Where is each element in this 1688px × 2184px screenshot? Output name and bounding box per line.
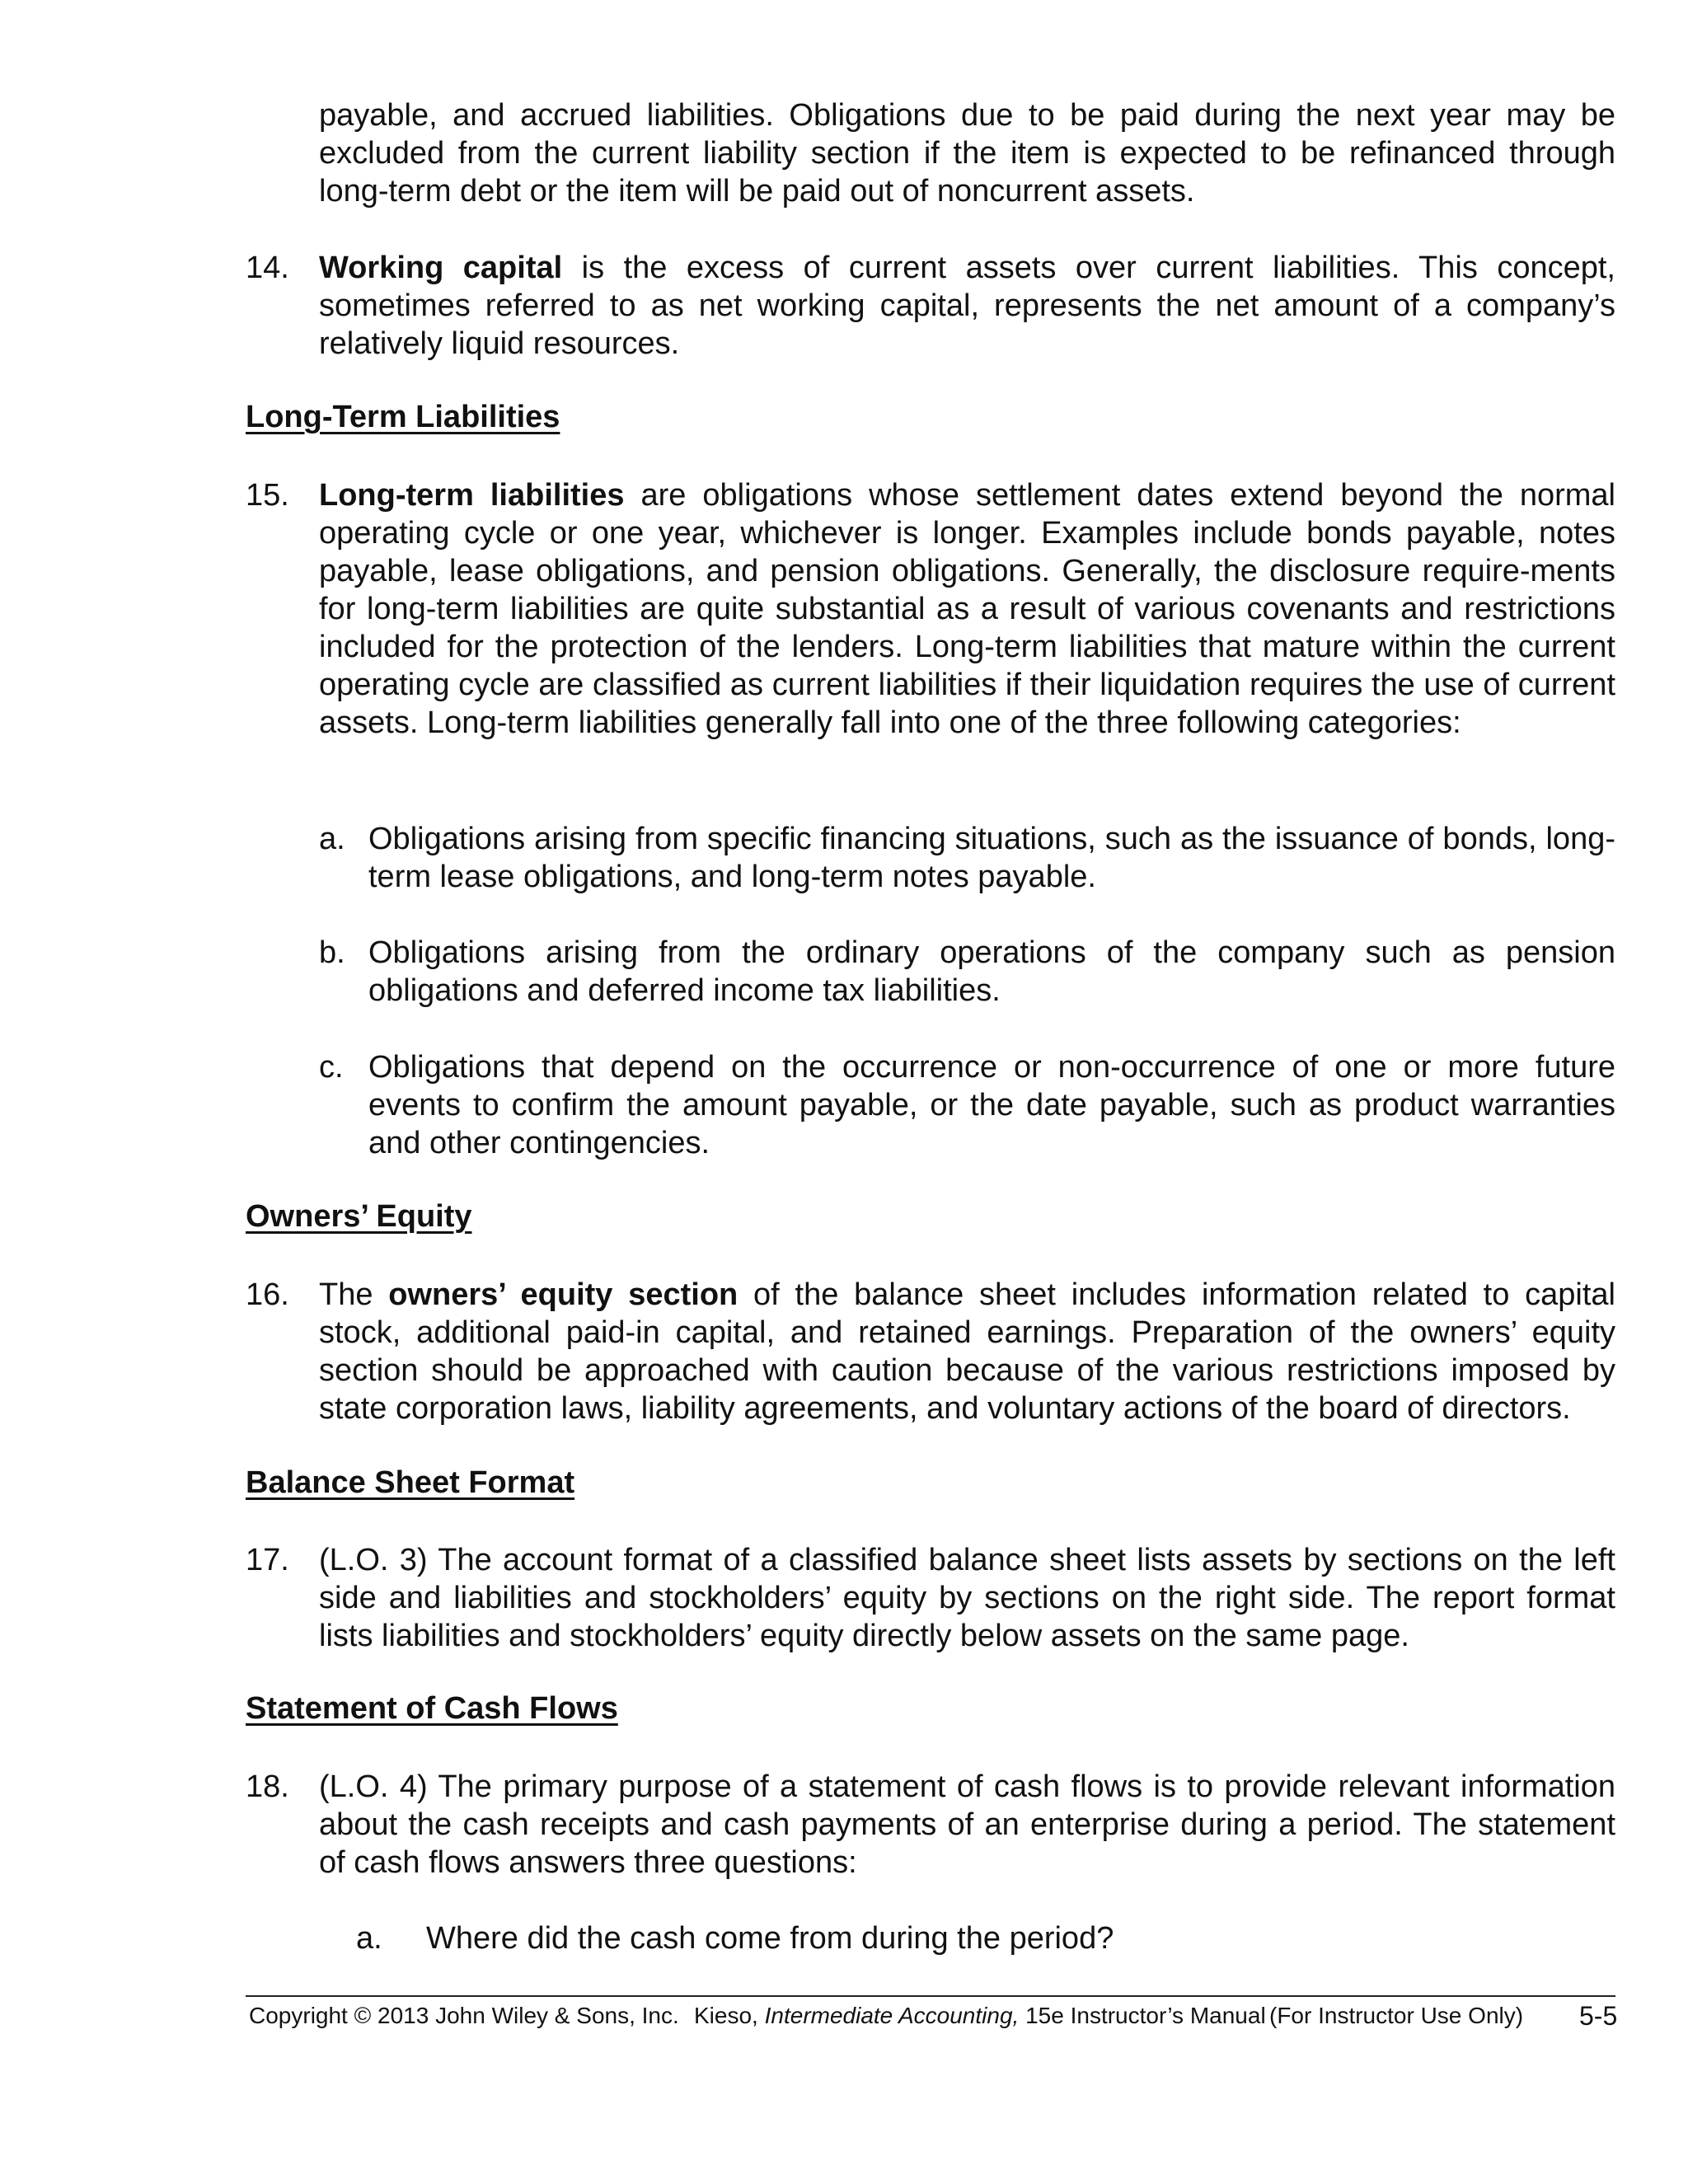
item-number: 18. [246,1769,289,1804]
sub-letter: a. [319,822,345,856]
footer-divider [246,1995,1615,1997]
item-number: 17. [246,1543,289,1577]
item-text: Long-term liabilities are obligations whose settlement dates extend beyond the normal operating cycle or one year, whichever is longer. Examples include bonds payable, notes payable, lease obligations, and pension obligations. Generally, the disclosure require-ments for long-term liabilities are quite substantial as a result of various covenants and restrictions included for the protection of the lenders. Long-term liabilities that mature within the current operating cycle are classified as current liabilities if their liquidation requires the use of current assets. Long-term liabilities generally fall into one of the three following categories: [319,478,1615,740]
sub-text: Where did the cash come from during the period? [426,1921,1114,1956]
item-17 [246,1541,1615,1655]
term: Working capital [319,251,563,285]
term: owners’ equity section [388,1277,738,1312]
footer-usage-note: (For Instructor Use Only) [1269,2003,1524,2028]
item-15 [246,476,1615,742]
item-16 [246,1276,1615,1427]
item-18 [246,1768,1615,1882]
item-14 [246,249,1615,363]
sub-letter: a. [356,1921,382,1956]
section-heading-long-term-liabilities: Long-Term Liabilities [246,400,560,434]
sub-text: Obligations that depend on the occurrence or non-occurrence of one or more future events to confirm the amount payable, or the date payable, such as product warranties and other contingencies. [368,1050,1615,1160]
item-text: The owners’ equity section of the balance sheet includes information related to capital stock, additional paid-in capital, and retained earnings. Preparation of the owners’ equity section should be approached with caution because of the various restrictions imposed by state corporation laws, liability agreements, and voluntary actions of the board of directors. [319,1277,1615,1426]
sub-item-b [319,934,1615,1010]
term: Long-term liabilities [319,478,625,513]
item-number: 15. [246,478,289,513]
sub-letter: c. [319,1050,344,1085]
continuation-paragraph: payable, and accrued liabilities. Obligations due to be paid during the next year may be excluded from the current liability section if the item is expected to be refinanced through long-term debt or the item will be paid out of noncurrent assets. [319,98,1615,209]
item-number: 14. [246,251,289,285]
item-number: 16. [246,1277,289,1312]
sub-item-a [356,1919,1615,1957]
section-heading-owners-equity: Owners’ Equity [246,1199,472,1234]
sub-text: Obligations arising from specific financing situations, such as the issuance of bonds, long-term lease obligations, and long-term notes payable. [368,822,1615,894]
sub-item-c [319,1048,1615,1162]
sub-text: Obligations arising from the ordinary operations of the company such as pension obligations and deferred income tax liabilities. [368,935,1615,1008]
footer-copyright: Copyright © 2013 John Wiley & Sons, Inc. [249,2003,679,2028]
sub-item-a [319,820,1615,896]
item-text: Working capital is the excess of current assets over current liabilities. This concept, sometimes referred to as net working capital, represents the net amount of a company’s relatively liquid resources. [319,251,1615,361]
footer-book-citation: Kieso, Intermediate Accounting, 15e Instructor’s Manual [694,2003,1266,2028]
section-heading-balance-sheet-format: Balance Sheet Format [246,1465,575,1500]
page-number: 5-5 [1579,2001,1618,2031]
item-text: (L.O. 3) The account format of a classified balance sheet lists assets by sections on the left side and liabilities and stockholders’ equity by sections on the right side. The report format lists liabilities and stockholders’ equity directly below assets on the same page. [319,1543,1615,1653]
section-heading-statement-of-cash-flows: Statement of Cash Flows [246,1691,618,1726]
item-text: (L.O. 4) The primary purpose of a statement of cash flows is to provide relevant information about the cash receipts and cash payments of an enterprise during a period. The statement of cash flows answers three questions: [319,1769,1615,1880]
sub-letter: b. [319,935,345,970]
